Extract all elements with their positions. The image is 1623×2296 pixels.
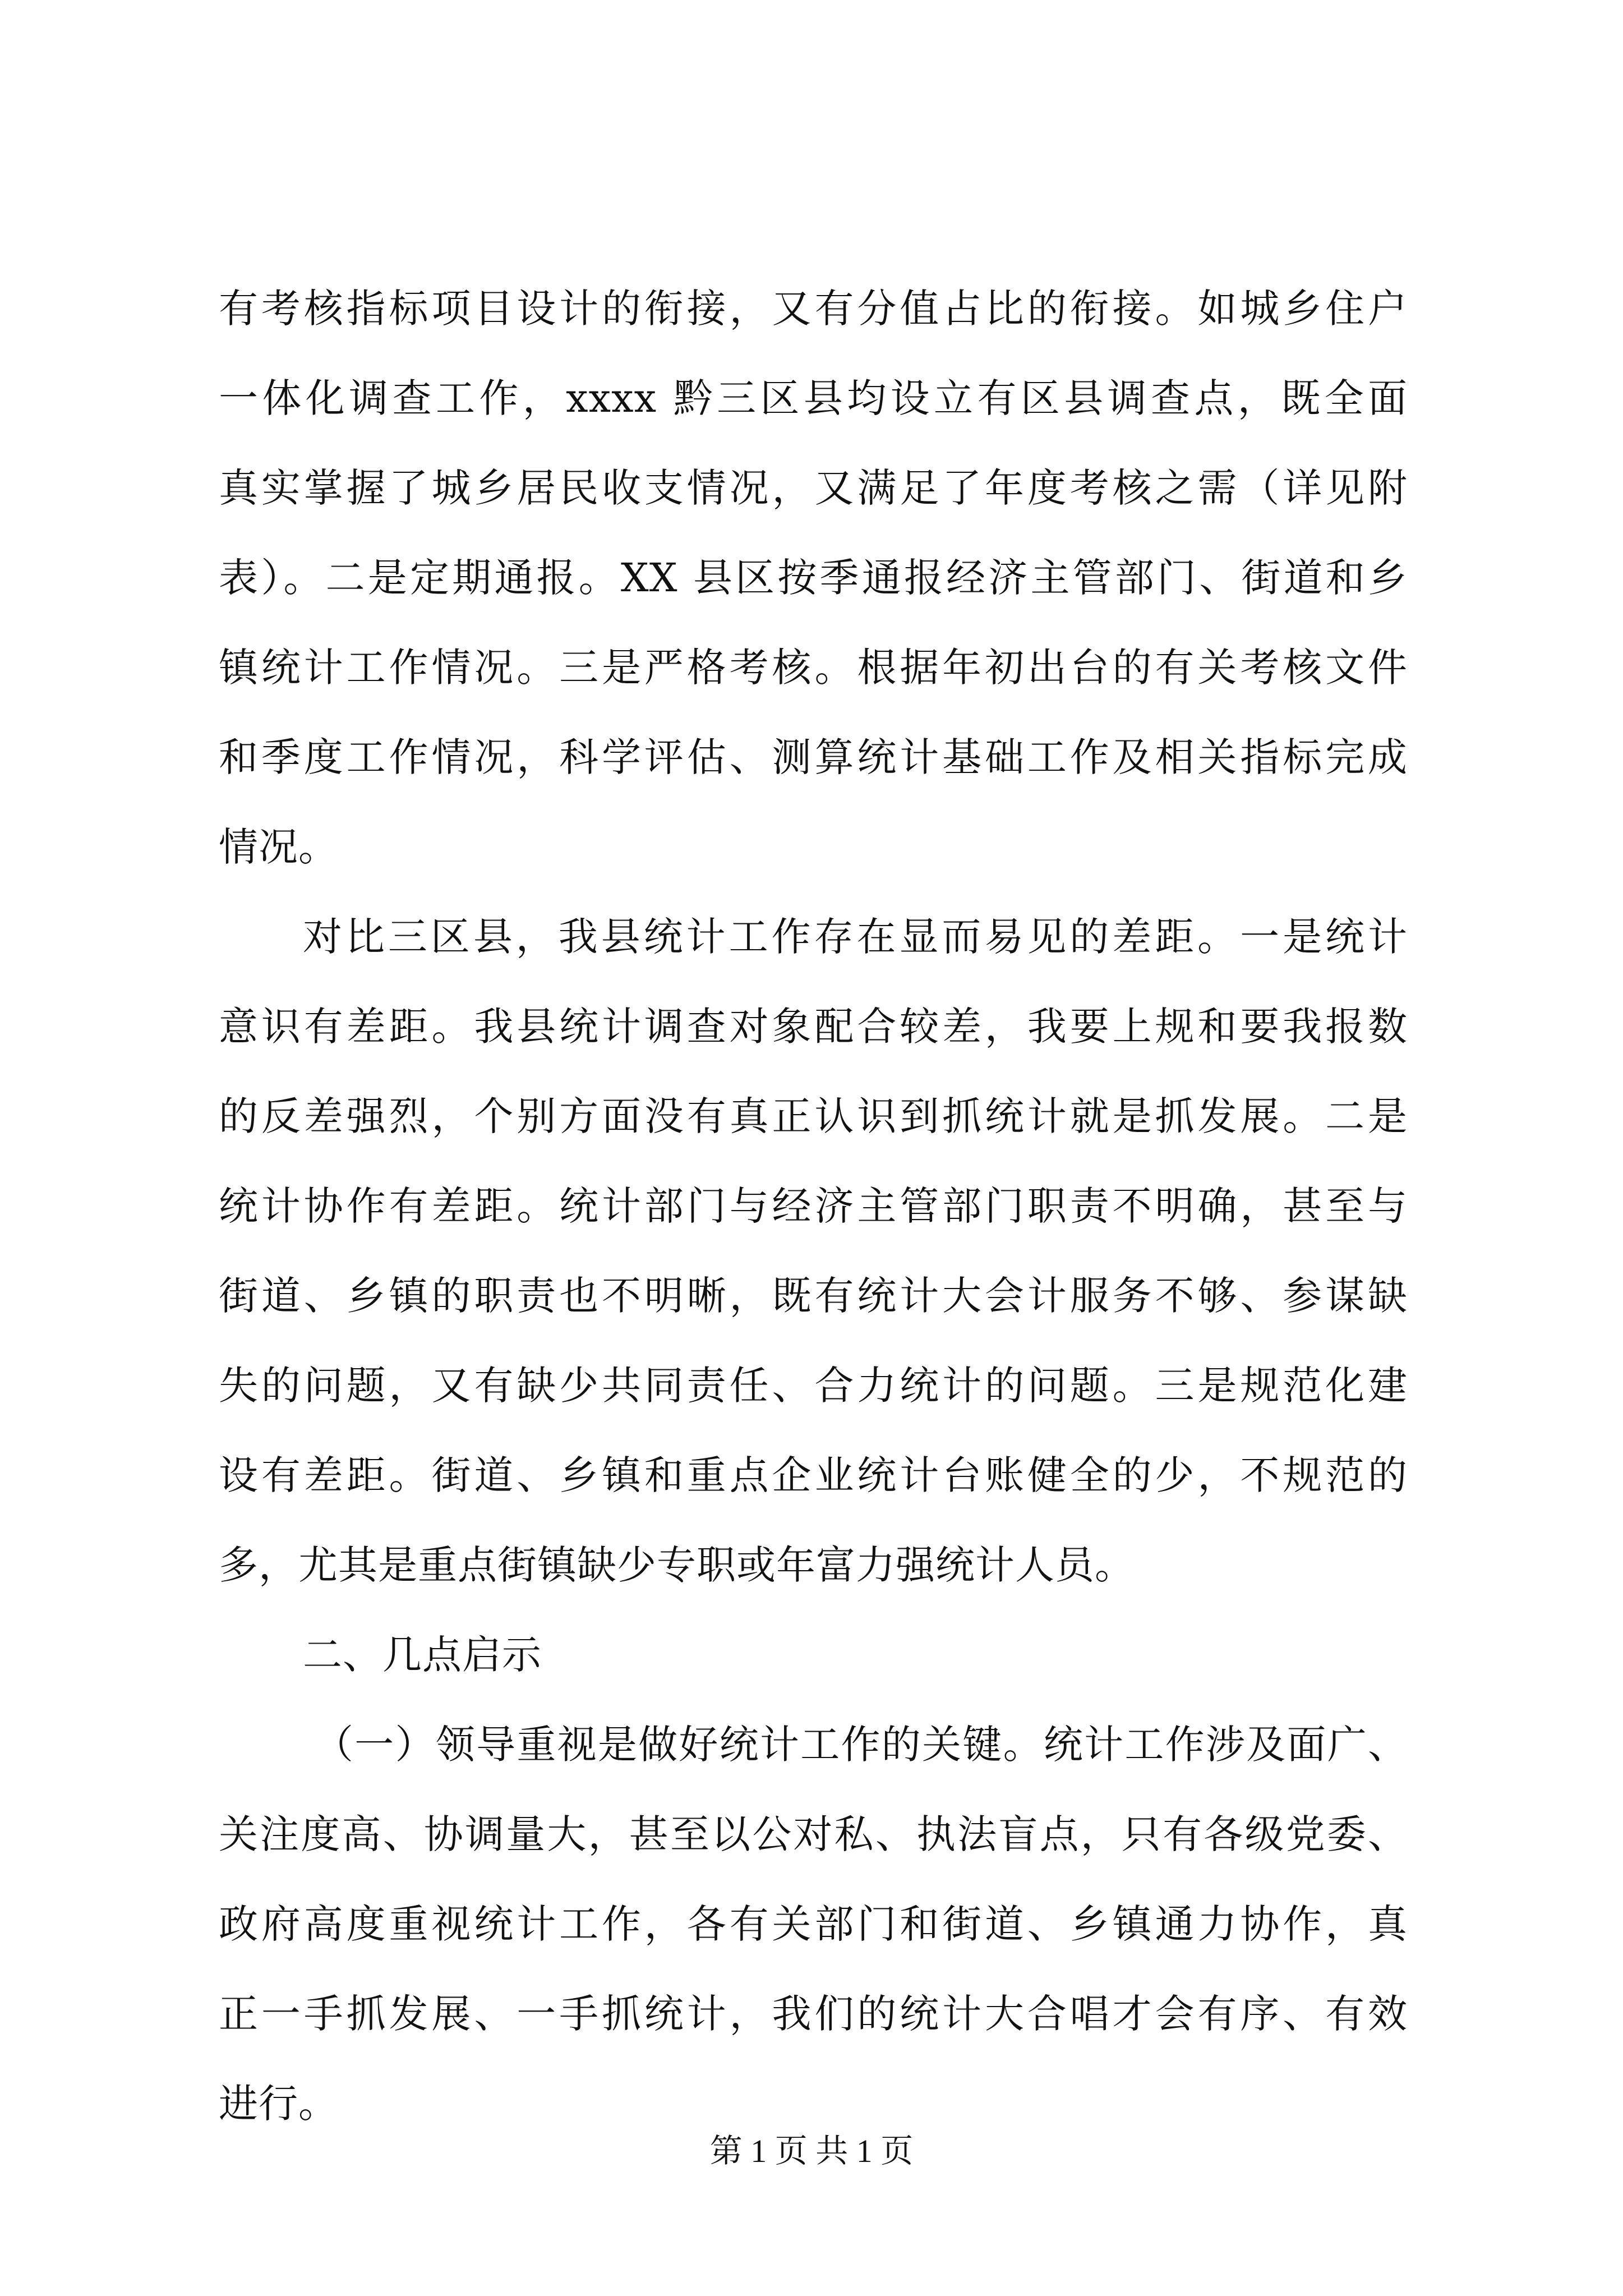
text-line: 和季度工作情况，科学评估、测算统计基础工作及相关指标完成 <box>219 734 1408 780</box>
text-line: 政府高度重视统计工作，各有关部门和街道、乡镇通力协作，真 <box>219 1901 1408 1947</box>
text-line: 失的问题，又有缺少共同责任、合力统计的问题。三是规范化建 <box>219 1363 1408 1409</box>
text-line: 二、几点启示 <box>303 1632 542 1678</box>
page-footer: 第 1 页 共 1 页 <box>709 2133 914 2169</box>
text-line: 有考核指标项目设计的衔接，又有分值占比的衔接。如城乡住户 <box>219 286 1408 332</box>
text-line: 街道、乡镇的职责也不明晰，既有统计大会计服务不够、参谋缺 <box>219 1273 1408 1319</box>
text-line: 情况。 <box>219 824 338 870</box>
text-line: 统计协作有差距。统计部门与经济主管部门职责不明确，甚至与 <box>219 1183 1408 1229</box>
text-line: 意识有差距。我县统计调查对象配合较差，我要上规和要我报数 <box>219 1004 1408 1050</box>
text-line: 一体化调查工作，xxxx 黔三区县均设立有区县调查点，既全面 <box>219 375 1408 421</box>
text-line: 的反差强烈，个别方面没有真正认识到抓统计就是抓发展。二是 <box>219 1093 1408 1139</box>
body-text <box>219 264 1408 2148</box>
text-line: 镇统计工作情况。三是严格考核。根据年初出台的有关考核文件 <box>219 645 1408 691</box>
text-line: （一）领导重视是做好统计工作的关键。统计工作涉及面广、 <box>314 1722 1408 1768</box>
text-line: 正一手抓发展、一手抓统计，我们的统计大合唱才会有序、有效 <box>219 1991 1408 2037</box>
text-line: 对比三区县，我县统计工作存在显而易见的差距。一是统计 <box>303 914 1408 960</box>
text-line: 进行。 <box>219 2081 338 2127</box>
text-line: 表）。二是定期通报。XX 县区按季通报经济主管部门、街道和乡 <box>219 555 1408 601</box>
text-line: 真实掌握了城乡居民收支情况，又满足了年度考核之需（详见附 <box>219 465 1408 511</box>
text-line: 多，尤其是重点街镇缺少专职或年富力强统计人员。 <box>219 1542 1135 1588</box>
text-line: 设有差距。街道、乡镇和重点企业统计台账健全的少，不规范的 <box>219 1452 1408 1498</box>
text-line: 关注度高、协调量大，甚至以公对私、执法盲点，只有各级党委、 <box>219 1811 1408 1857</box>
